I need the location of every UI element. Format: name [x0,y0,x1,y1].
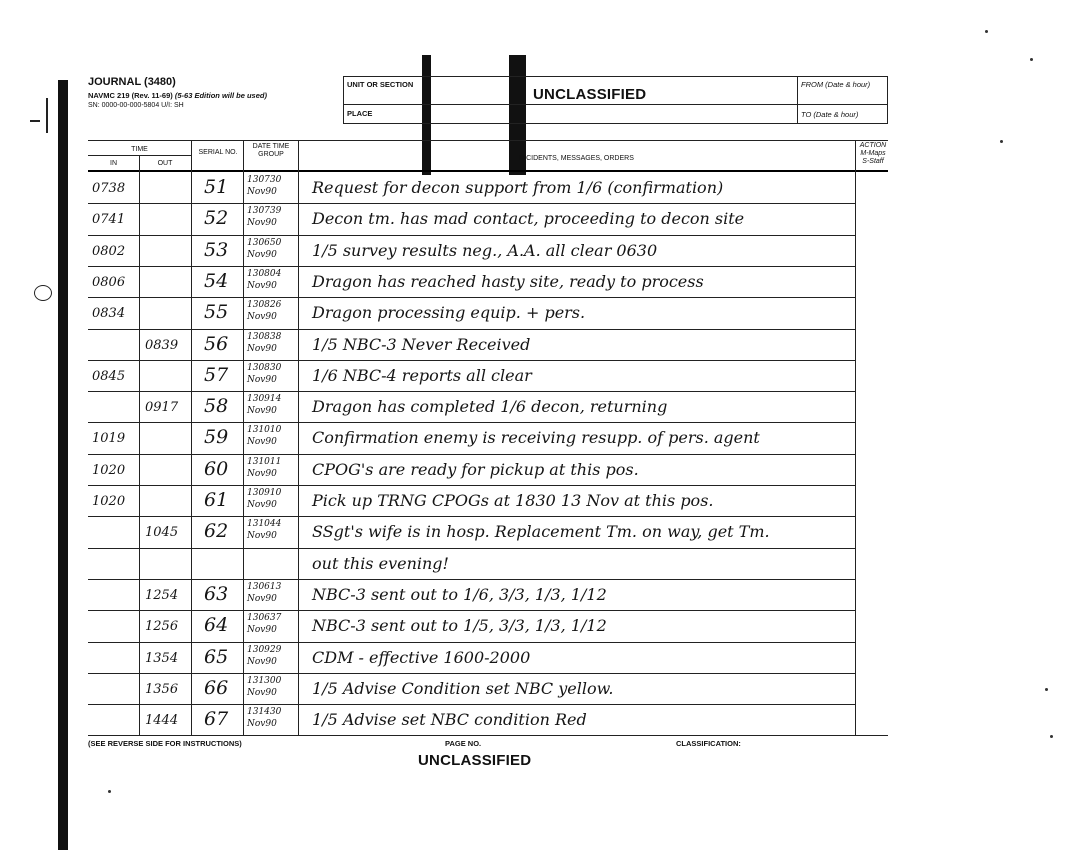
serial-number: 54 [204,269,229,292]
dtg-time: 130838 [247,331,282,342]
serial-number: 65 [204,645,229,668]
row-separator [88,235,855,236]
message-text: 1/5 survey results neg., A.A. all clear 0630 [312,240,658,260]
col-dtg-msg [298,140,299,735]
serial-number: 58 [204,395,229,418]
scan-speck [1000,140,1003,143]
dtg-date: Nov90 [247,500,277,510]
time-in: 0738 [92,181,126,196]
dtg-date: Nov90 [247,593,277,604]
from-label: FROM (Date & hour) [801,80,871,89]
margin-mark [46,98,48,133]
time-out: 1354 [145,650,179,666]
message-text: CDM - effective 1600-2000 [312,647,531,667]
row-separator [88,579,855,580]
dtg-date: Nov90 [247,187,277,197]
dtg-time: 131010 [247,425,282,436]
margin-mark [30,120,40,122]
classification-stamp-bottom: UNCLASSIFIED [418,752,532,769]
row-separator [88,735,855,736]
dtg-date: Nov90 [247,374,277,385]
unit-label: UNIT OR SECTION [347,80,414,89]
row-separator [88,673,855,674]
header-divider [797,76,798,123]
time-out: 1254 [145,587,179,603]
dtg-time: 130730 [247,175,282,185]
col-msg-action [855,140,856,735]
message-text: Dragon has completed 1/6 decon, returning [312,397,668,417]
dtg-time: 130929 [247,644,282,655]
page-no-label: PAGE NO. [445,739,482,748]
classification-stamp-top: UNCLASSIFIED [533,86,647,103]
dtg-date: Nov90 [247,249,277,260]
message-text: Pick up TRNG CPOGs at 1830 13 Nov at this pos. [312,491,714,510]
message-text: NBC-3 sent out to 1/6, 3/3, 1/3, 1/12 [312,584,607,604]
message-text: 1/5 Advise Condition set NBC yellow. [312,678,614,698]
row-separator [88,329,855,330]
row-separator [88,391,855,392]
row-separator [88,485,855,486]
serial-number: 63 [204,582,229,605]
time-out: 1356 [145,681,179,697]
time-in: 0806 [92,274,126,290]
dtg-date: Nov90 [247,343,277,354]
message-text: SSgt's wife is in hosp. Replacement Tm. on way, get Tm. [312,522,770,542]
col-out-serial [191,140,192,735]
scan-speck [1045,688,1048,691]
message-text: Decon tm. has mad contact, proceeding to decon site [312,209,745,229]
row-separator [88,610,855,611]
serial-number: 55 [204,301,229,324]
serial-number: 64 [204,614,229,637]
row-separator [88,360,855,361]
dtg-date: Nov90 [247,531,277,542]
place-label: PLACE [347,109,373,118]
serial-number: 62 [204,520,229,543]
header-divider [343,104,887,105]
row-separator [88,203,855,204]
time-out: 0839 [145,337,179,353]
dtg-time: 131430 [247,707,282,718]
col-serial-header: SERIAL NO. [198,149,238,156]
row-separator [88,297,855,298]
time-in: 0802 [92,243,126,259]
serial-number: 67 [204,708,229,731]
time-in: 1019 [92,431,126,447]
row-separator [88,516,855,517]
margin-mark [34,285,52,301]
message-text: CPOG's are ready for pickup at this pos. [312,459,639,479]
row-separator [88,642,855,643]
message-text: Confirmation enemy is receiving resupp. of pers. agent [312,428,760,448]
time-out: 0917 [145,400,179,416]
serial-number: 52 [204,207,229,230]
to-label: TO (Date & hour) [801,110,859,119]
message-text: 1/5 NBC-3 Never Received [312,334,531,354]
col-serial-dtg [243,140,244,735]
serial-number: 61 [204,489,229,511]
edition-note: (5-63 Edition will be used) [174,91,267,100]
form-number [88,91,267,100]
time-out: 1444 [145,713,179,729]
dtg-time: 131044 [247,519,282,530]
row-separator [88,704,855,705]
dtg-time: 130739 [247,206,282,217]
message-text: Request for decon support from 1/6 (confirmation) [312,178,724,197]
col-time-header: TIME [131,146,148,153]
col-in-out [139,155,140,735]
serial-number: 53 [204,238,229,261]
form-title: JOURNAL (3480) [88,76,176,88]
dtg-date: Nov90 [247,280,277,291]
dtg-time: 130910 [247,488,282,498]
dtg-time: 130613 [247,581,282,592]
col-dtg-header: DATE TIME GROUP [252,143,290,158]
col-action-header: ACTION M-Maps S-Staff [859,142,887,165]
dtg-time: 130826 [247,300,282,311]
dtg-time: 130914 [247,394,282,405]
table-top-line [88,140,888,141]
dtg-date: Nov90 [247,218,277,229]
message-text: NBC-3 sent out to 1/5, 3/3, 1/3, 1/12 [312,616,607,636]
dtg-date: Nov90 [247,312,277,323]
serial-number: 57 [204,363,229,386]
stock-number: SN: 0000-00-000-5804 U/I: SH [88,102,184,109]
serial-number: 56 [204,332,229,355]
col-incidents-header: INCIDENTS, MESSAGES, ORDERS [519,155,634,162]
scan-edge-bar [58,80,68,850]
dtg-date: Nov90 [247,406,277,417]
dtg-time: 130650 [247,237,282,248]
serial-number: 59 [204,426,229,449]
dtg-date: Nov90 [247,468,277,479]
row-separator [88,266,855,267]
time-in: 1020 [92,494,126,509]
dtg-time: 131300 [247,675,282,686]
dtg-date: Nov90 [247,687,277,698]
row-separator [88,422,855,423]
scan-speck [1030,58,1033,61]
time-out: 1045 [145,525,179,541]
classification-label: CLASSIFICATION: [676,739,741,748]
row-separator [88,548,855,549]
time-in: 0845 [92,368,126,384]
dtg-date: Nov90 [247,625,277,636]
serial-number: 60 [204,457,229,480]
scan-speck [108,790,111,793]
dtg-date: Nov90 [247,656,277,667]
dtg-date: Nov90 [247,719,277,730]
scan-speck [1050,735,1053,738]
message-text: 1/6 NBC-4 reports all clear [312,365,532,385]
serial-number: 66 [204,676,229,699]
scan-speck [985,30,988,33]
time-in: 0834 [92,306,126,322]
dtg-time: 130830 [247,362,282,373]
dtg-time: 131011 [247,456,282,467]
message-text: out this evening! [312,553,449,573]
form-number-text: NAVMC 219 (Rev. 11-69) [88,91,173,100]
col-in-header: IN [110,160,117,167]
col-out-header: OUT [157,160,173,167]
message-text: 1/5 Advise set NBC condition Red [312,710,587,730]
dtg-time: 130637 [247,613,282,624]
dtg-date: Nov90 [247,437,277,448]
instructions-note: (SEE REVERSE SIDE FOR INSTRUCTIONS) [88,739,242,748]
dtg-time: 130804 [247,268,282,279]
message-text: Dragon has reached hasty site, ready to process [312,271,704,291]
time-in: 1020 [92,462,126,478]
serial-number: 51 [204,176,229,198]
time-in: 0741 [92,212,126,228]
time-out: 1256 [145,619,179,635]
table-header-line [88,170,888,172]
row-separator [88,454,855,455]
message-text: Dragon processing equip. + pers. [312,303,586,323]
